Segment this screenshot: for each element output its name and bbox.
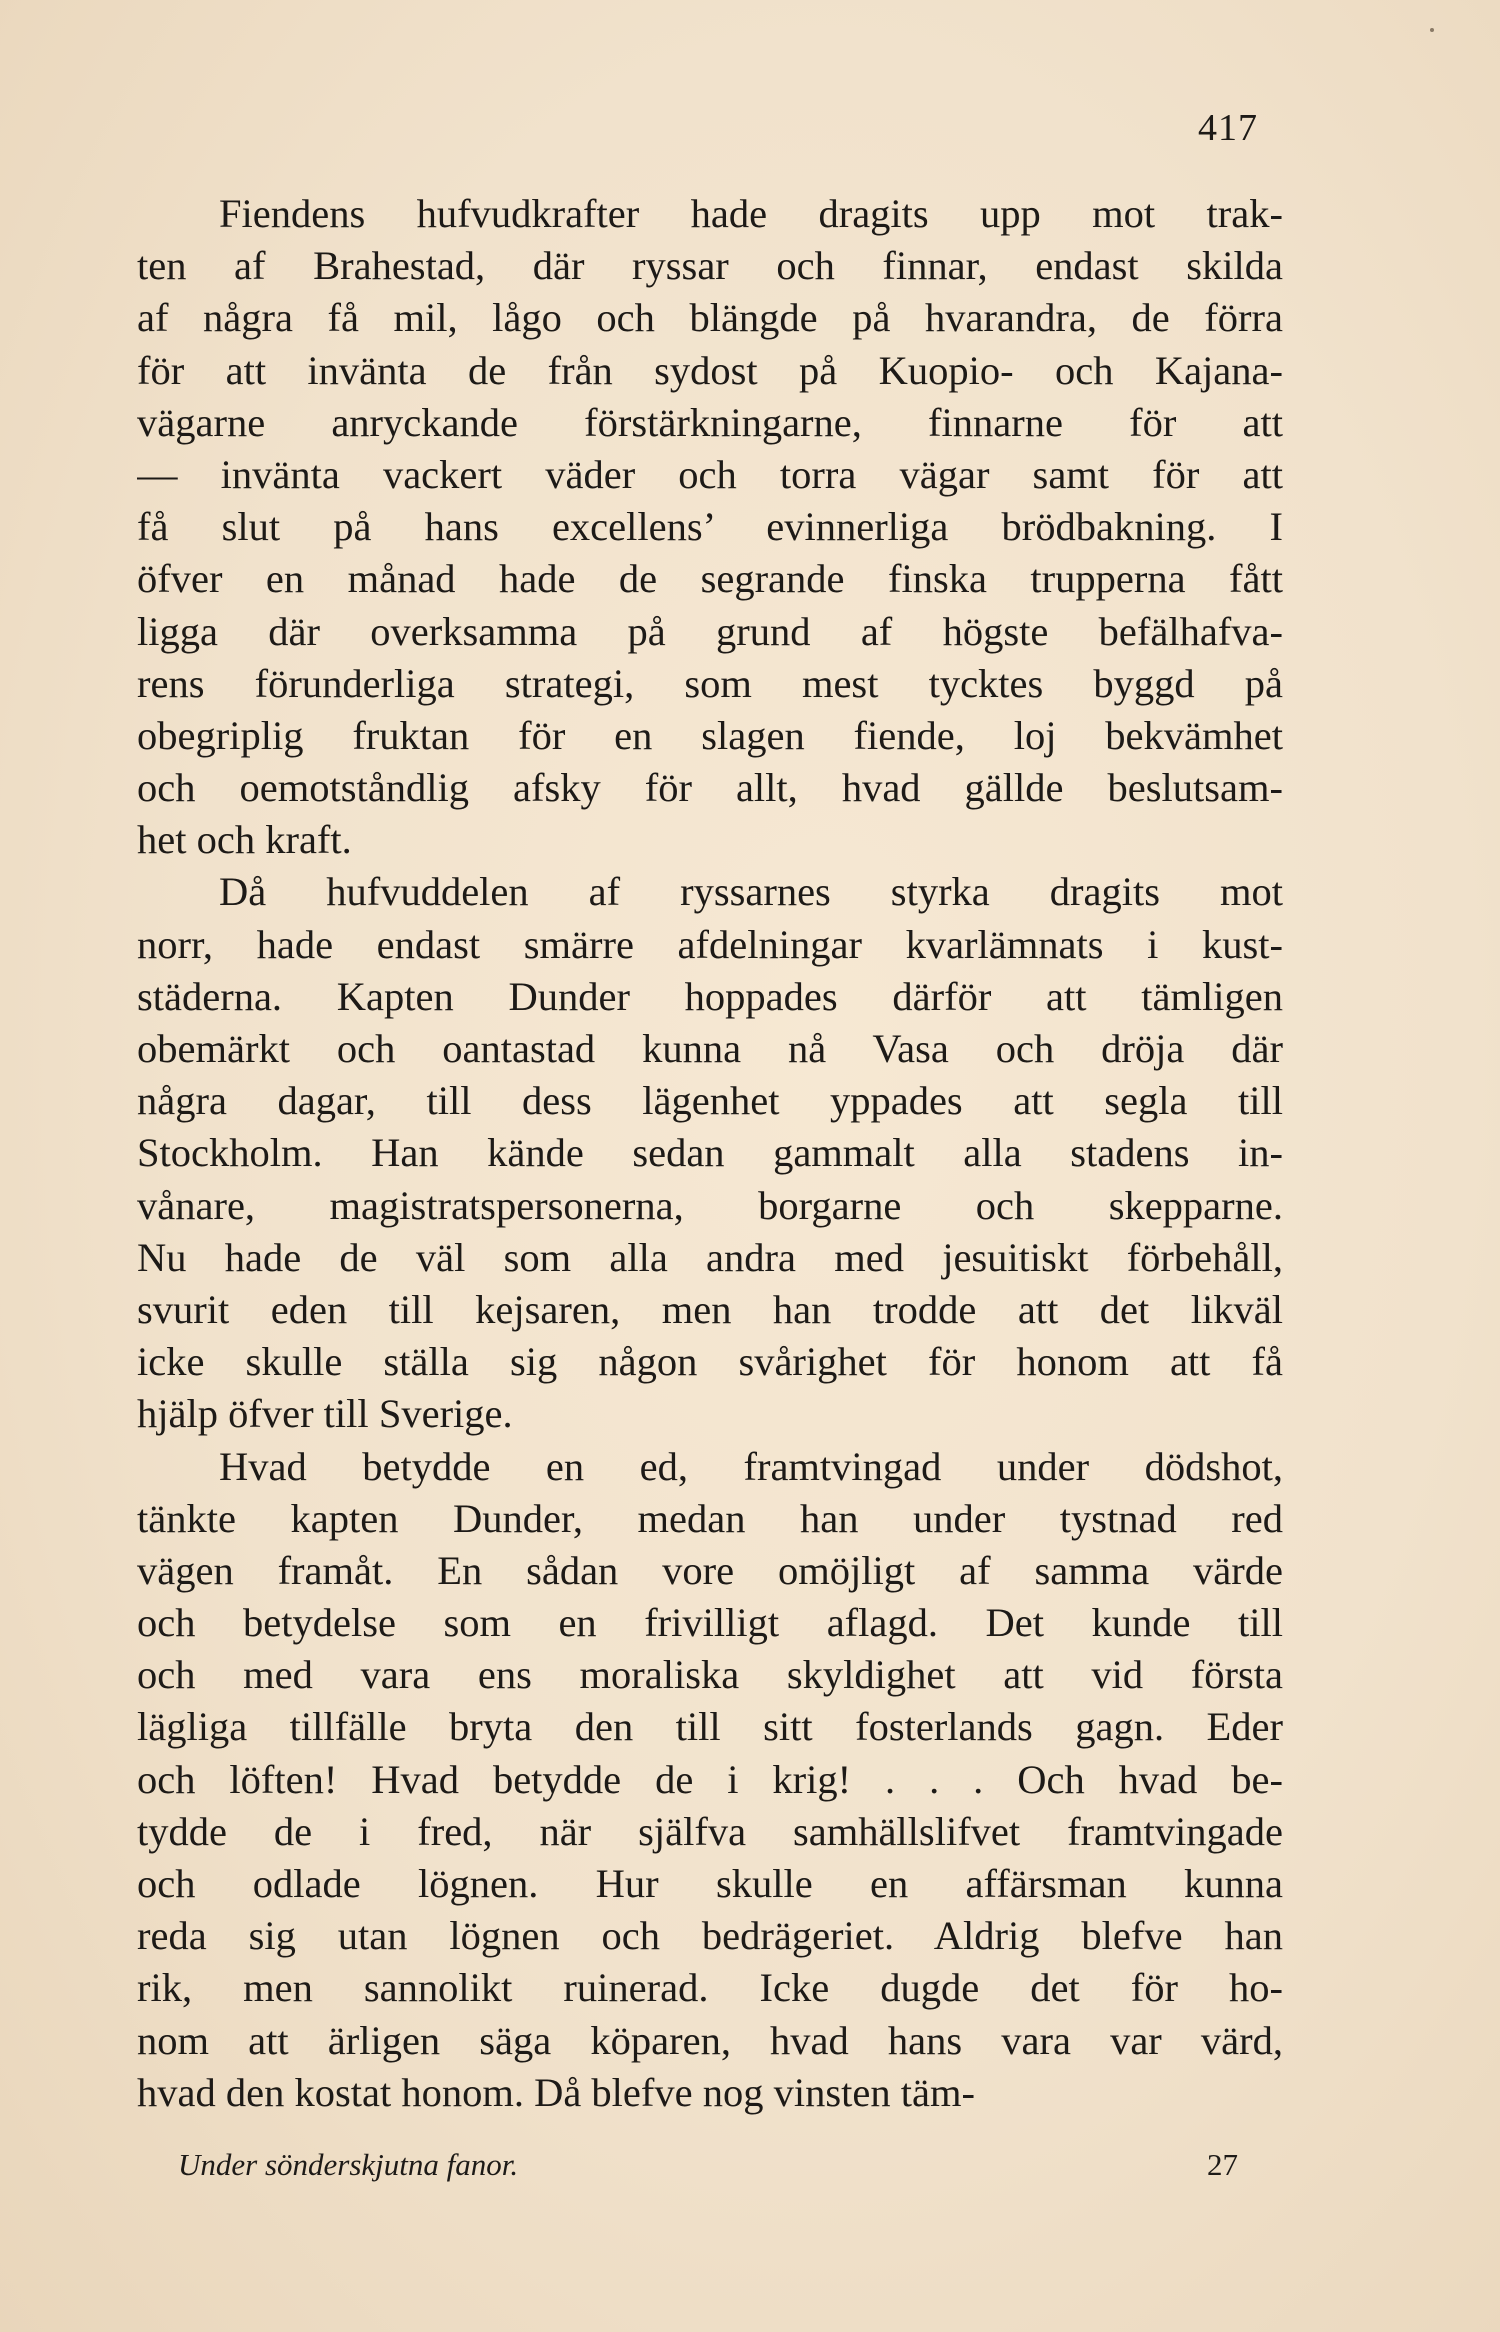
text-line: Fiendens hufvudkrafter hade dragits upp mot trak- — [219, 191, 1283, 236]
text-line: hvad den kostat honom. Då blefve nog vinsten täm- — [137, 2069, 975, 2115]
text-line: några dagar, till dess lägenhet yppades att segla till — [137, 1078, 1283, 1124]
page-number: 417 — [1198, 107, 1258, 149]
text-line: Stockholm. Han kände sedan gammalt alla stadens in- — [137, 1130, 1283, 1176]
paragraph — [137, 866, 1283, 1440]
paragraph — [137, 1441, 1283, 2119]
text-line: städerna. Kapten Dunder hoppades därför att tämligen — [137, 973, 1283, 1019]
text-line: svurit eden till kejsaren, men han trodde att det likväl — [137, 1286, 1283, 1332]
text-line: få slut på hans excellens’ evinnerliga brödbakning. I — [137, 504, 1283, 550]
text-line: tydde de i fred, när själfva samhällslifvet framtvingade — [137, 1808, 1283, 1854]
text-line: Hvad betydde en ed, framtvingad under dödshot, — [219, 1443, 1283, 1489]
text-line: nom att ärligen säga köparen, hvad hans vara var värd, — [137, 2017, 1283, 2063]
text-line: och oemotståndlig afsky för allt, hvad gällde beslutsam- — [137, 765, 1283, 811]
text-line: vägarne anryckande förstärkningarne, finnarne för att — [137, 399, 1283, 445]
text-line: ten af Brahestad, där ryssar och finnar, endast skilda — [137, 243, 1283, 289]
paper-speck — [1430, 28, 1434, 32]
text-line: norr, hade endast smärre afdelningar kvarlämnats i kust- — [137, 921, 1283, 967]
text-line: rik, men sannolikt ruinerad. Icke dugde det för ho- — [137, 1965, 1283, 2011]
page-footer — [178, 2140, 1238, 2190]
text-line: tänkte kapten Dunder, medan han under tystnad red — [137, 1495, 1283, 1541]
text-line: icke skulle ställa sig någon svårighet för honom att få — [137, 1339, 1283, 1385]
body-text — [137, 188, 1283, 2119]
text-line: och betydelse som en frivilligt aflagd. Det kunde till — [137, 1600, 1283, 1646]
text-line: Nu hade de väl som alla andra med jesuitiskt förbehåll, — [137, 1234, 1283, 1280]
text-line: reda sig utan lögnen och bedrägeriet. Aldrig blefve han — [137, 1913, 1283, 1959]
text-line: lägliga tillfälle bryta den till sitt fosterlands gagn. Eder — [137, 1704, 1283, 1750]
signature-number: 27 — [1207, 2147, 1238, 2182]
text-line: hjälp öfver till Sverige. — [137, 1391, 513, 1437]
text-line: af några få mil, lågo och blängde på hvarandra, de förra — [137, 295, 1283, 341]
text-line: och odlade lögnen. Hur skulle en affärsman kunna — [137, 1861, 1283, 1906]
text-line: och med vara ens moraliska skyldighet att vid första — [137, 1652, 1283, 1698]
text-line: för att invänta de från sydost på Kuopio- och Kajana- — [137, 347, 1283, 393]
text-line: obegriplig fruktan för en slagen fiende, loj bekvämhet — [137, 712, 1283, 758]
text-line: — invänta vackert väder och torra vägar samt för att — [137, 451, 1283, 497]
text-line: Då hufvuddelen af ryssarnes styrka dragits mot — [219, 869, 1283, 915]
text-line: vånare, magistratspersonerna, borgarne och skepparne. — [137, 1182, 1283, 1228]
text-line: rens förunderliga strategi, som mest tycktes byggd på — [137, 660, 1283, 706]
text-line: het och kraft. — [137, 817, 352, 863]
book-title-footer: Under sönderskjutna fanor. — [178, 2147, 519, 2182]
text-line: ligga där overksamma på grund af högste befälhafva- — [137, 608, 1283, 654]
text-line: öfver en månad hade de segrande finska trupperna fått — [137, 556, 1283, 602]
paragraph — [137, 188, 1283, 866]
text-line: och löften! Hvad betydde de i krig! . . . Och hvad be- — [137, 1756, 1283, 1802]
text-line: vägen framåt. En sådan vore omöjligt af samma värde — [137, 1547, 1283, 1593]
text-line: obemärkt och oantastad kunna nå Vasa och dröja där — [137, 1026, 1283, 1071]
